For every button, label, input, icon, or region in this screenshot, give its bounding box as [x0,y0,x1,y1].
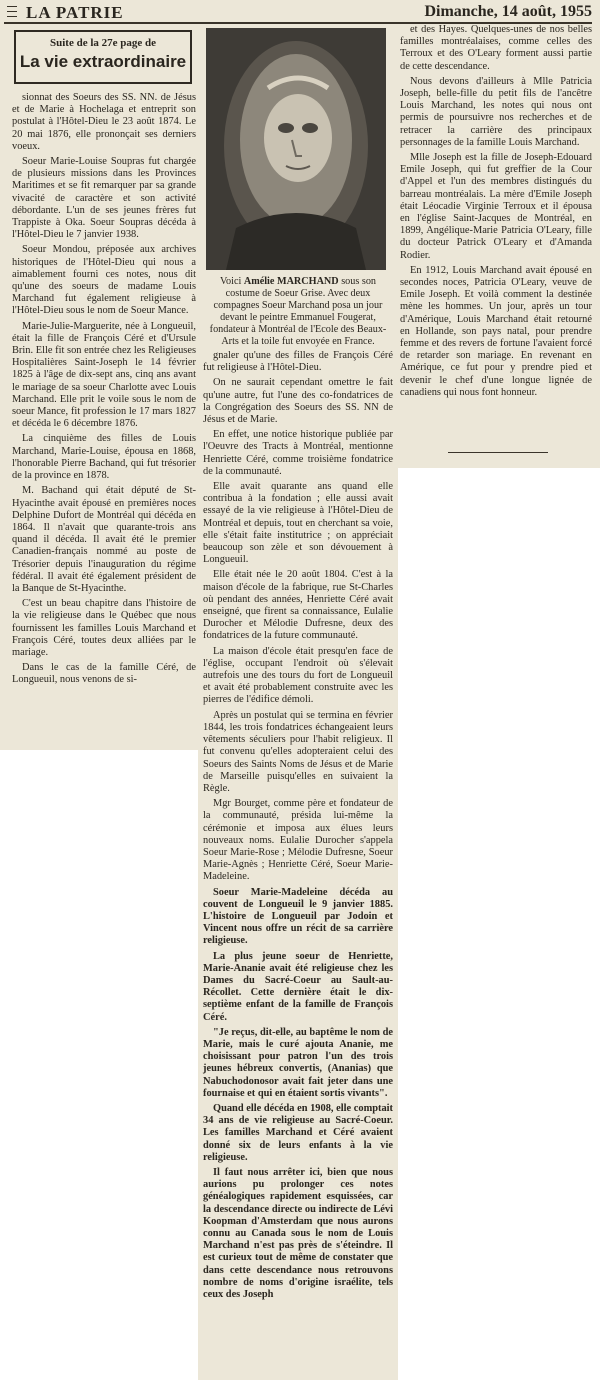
masthead [4,2,592,24]
paragraph: En 1912, Louis Marchand avait épousé en secondes noces, Patricia O'Leary, veuve de Emile Joseph. Et voilà comment la destinée mène les hommes. Un jour, après un tour d'Amérique, Louis Marchand était retourné en Hollande, son pays natal, pour prendre femme et des revers de fortune l'avaient forcé de retarder son mariage. En revenant en Amérique, ce fut pour y prendre pied et devenir le chef d'une longue lignée de canadiens qui nous font honneur. [400,264,592,398]
paragraph: Soeur Marie-Louise Soupras fut chargée de plusieurs missions dans les Provinces Maritimes et se fit remarquer par sa grande vivacité de caractère et son activité débordante. L'un de ses jeunes frères fut Trappiste à Oka. Soeur Soupras décéda à l'Hôtel-Dieu le 7 janvier 1938. [12,156,196,241]
paragraph: Elle était née le 20 août 1804. C'est à la maison d'école de la fabrique, rue St-Charles où pendant des années, Henriette Céré avait enseigné, que firent sa connaissance, Eulalie Durocher et Mélodie Dufresne, deux des fondatrices de la future communauté. [203,569,393,642]
paragraph: Il faut nous arrêter ici, bien que nous aurions pu prolonger ces notes généalogiques rapidement esquissées, car la descendance directe ou indirecte de Lévi Koopman d'Amsterdam que nous aurons connu au Canada sous le nom de Louis Marchand n'est pas près de s'éteindre. Il est curieux tout de même de constater que dans cette descendance nous retrouvons nombre de noms d'origine israélite, tels ceux des Joseph [203,1167,393,1301]
paragraph: Quand elle décéda en 1908, elle comptait 34 ans de vie religieuse au Sacré-Coeur. Les familles Marchand et Céré avaient donné six de leurs enfants à la vie religieuse. [203,1102,393,1163]
paragraph: Dans le cas de la famille Céré, de Longueuil, nous venons de si- [12,662,196,686]
paragraph: On ne saurait cependant omettre le fait qu'une autre, fut l'une des co-fondatrices de la Congrégation des Soeurs des SS. NN de Jésus et de Marie. [203,377,393,426]
paragraph: Nous devons d'ailleurs à Mlle Patricia Joseph, belle-fille du petit fils de l'ancêtre Louis Marchand, les notes qui nous ont permis de poursuivre nos recherches et de retracer la carrière des principaux personnages de la famille Louis Marchand. [400,75,592,148]
paragraph: Soeur Mondou, préposée aux archives historiques de l'Hôtel-Dieu qui nous a aimablement fourni ces notes, nous dit qu'une des soeurs de madame Louis Marchand fut également religieuse à l'Hôtel-Dieu sous le nom de Soeur Mance. [12,244,196,317]
paragraph: Après un postulat qui se termina en février 1844, les trois fondatrices échangeaient leurs vêtements séculiers pour l'habit religieux. Il fut convenu qu'elles adopteraient celui des Soeurs des Saints Noms de Jésus et de Marie de Marseille puisqu'elles en suivaient la Règle. [203,709,393,794]
paragraph: sionnat des Soeurs des SS. NN. de Jésus et de Marie à Hochelaga et entreprit son postulat à l'Hôtel-Dieu le 23 août 1874. Le 20 mai 1876, elle prononçait ses derniers voeux. [12,92,196,152]
paragraph: La maison d'école était presqu'en face de l'église, occupant l'endroit où s'élevait autrefois une des tours du fort de Longueuil et avait été probablement construite avec les pierres de l'édifice démoli. [203,645,393,706]
article-column-3 [400,24,592,402]
caption-text: sous son costume de Soeur Grise. Avec deux compagnes Soeur Marchand posa un jour devant le peintre Emmanuel Fougerat, fondateur à Montréal de l'Ecole des Beaux-Arts et la toile fut envoyée en France. [209,276,387,347]
issue-date: Dimanche, 14 août, 1955 [424,3,592,20]
paragraph: En effet, une notice historique publiée par l'Oeuvre des Tracts à Montréal, mentionne Henriette Céré, comme troisième fondatrice de la communauté. [203,429,393,477]
paragraph: Elle avait quarante ans quand elle contribua à la fondation ; elle aussi avait essayé de la vie religieuse à l'Hôtel-Dieu de Montréal et depuis, tout en cherchant sa voie, elle s'était faite institutrice ; on appréciait beaucoup son zèle et son dévouement à Longueuil. [203,481,393,566]
paragraph: Mlle Joseph est la fille de Joseph-Edouard Emile Joseph, qui fut greffier de la Cour d'Appel et l'un des membres distingués du barreau montréalais. La mère d'Emile Joseph était Léocadie Virginie Terroux et il épousa en l'église Saint-Jacques de Montréal, en 1899, Angélique-Marie Patricia O'Leary, fille du docteur Patrick O'Leary et d'Amanda Rodier. [400,152,592,261]
article-column-2 [203,350,393,1304]
continuation-headline-box [14,30,192,84]
article-column-1 [12,92,196,690]
paragraph: Soeur Marie-Madeleine décéda au couvent de Longueuil le 9 janvier 1885. L'histoire de Longueuil par Jodoin et Vincent nous offre un récit de sa carrière religieuse. [203,886,393,947]
continuation-kicker: Suite de la 27e page de [49,37,157,49]
paragraph: C'est un beau chapitre dans l'histoire de la vie religieuse dans le Québec que nous fournissent les familles Louis Marchand et François Céré, toutes deux alliées par le mariage. [12,598,196,658]
caption-name: Amélie MARCHAND [243,276,339,287]
paragraph: gnaler qu'une des filles de François Céré fut religieuse à l'Hôtel-Dieu. [203,350,393,374]
photo-caption [205,276,391,348]
paragraph: La cinquième des filles de Louis Marchand, Marie-Louise, épousa en 1868, l'honorable Pierre Bachand, qui fut trésorier de la province en 1878. [12,433,196,482]
end-rule [448,452,548,453]
portrait-photo [206,28,386,270]
newspaper-name: LA PATRIE [26,3,124,22]
paragraph: La plus jeune soeur de Henriette, Marie-Ananie avait été religieuse chez les Dames du Sacré-Coeur au Sault-au-Récollet. Cette dernière était le dix-septième enfant de la famille de François Céré. [203,950,393,1023]
paragraph: Mgr Bourget, comme père et fondateur de la communauté, présida lui-même la cérémonie et imposa aux élues leurs nouveaux noms. Eulalie Durocher s'appela Soeur Marie-Rose ; Mélodie Dufresne, Soeur Marie-Agnès ; Henriette Céré, Soeur Marie-Madeleine. [203,798,393,883]
paragraph: Marie-Julie-Marguerite, née à Longueuil, était la fille de François Céré et d'Ursule Brin. Elle fit son entrée chez les Religieuses Hospitalières Saint-Joseph le 14 février 1825 à l'âge de dix-sept ans, cinq ans avant le mariage de sa soeur Charlotte avec Louis Marchand. Elle prit le voile sous le nom de soeur Mance, fit profession le 17 mars 1827 et décéda le 6 décembre 1876. [12,320,196,430]
paragraph: M. Bachand qui était député de St-Hyacinthe avait épousé en premières noces Delphine Dufort de Montréal qui décéda en 1864. Il n'avait que quarante-trois ans quand il décéda. Il avait été le premier Canadien-français nommé au poste de Trésorier depuis l'inauguration du régime fédéral. Il avait été également président de la Banque de St-Hyacinthe. [12,485,196,594]
article-headline: La vie extraordinaire [19,52,187,71]
paragraph: "Je reçus, dit-elle, au baptême le nom de Marie, mais le curé ajouta Ananie, me choisissant pour patron l'un des trois jeunes hébreux convertis, (Ananias) que Nabuchodonosor avait fait jeter dans une fournaise et qui en étaient sortis vivants". [203,1026,393,1099]
masthead-rule-marks [7,6,17,21]
caption-lead: Voici [219,276,244,287]
paragraph: et des Hayes. Quelques-unes de nos belles familles montréalaises, comme celles des Terroux et des O'Leary forment aussi partie de cette descendance. [400,24,592,72]
